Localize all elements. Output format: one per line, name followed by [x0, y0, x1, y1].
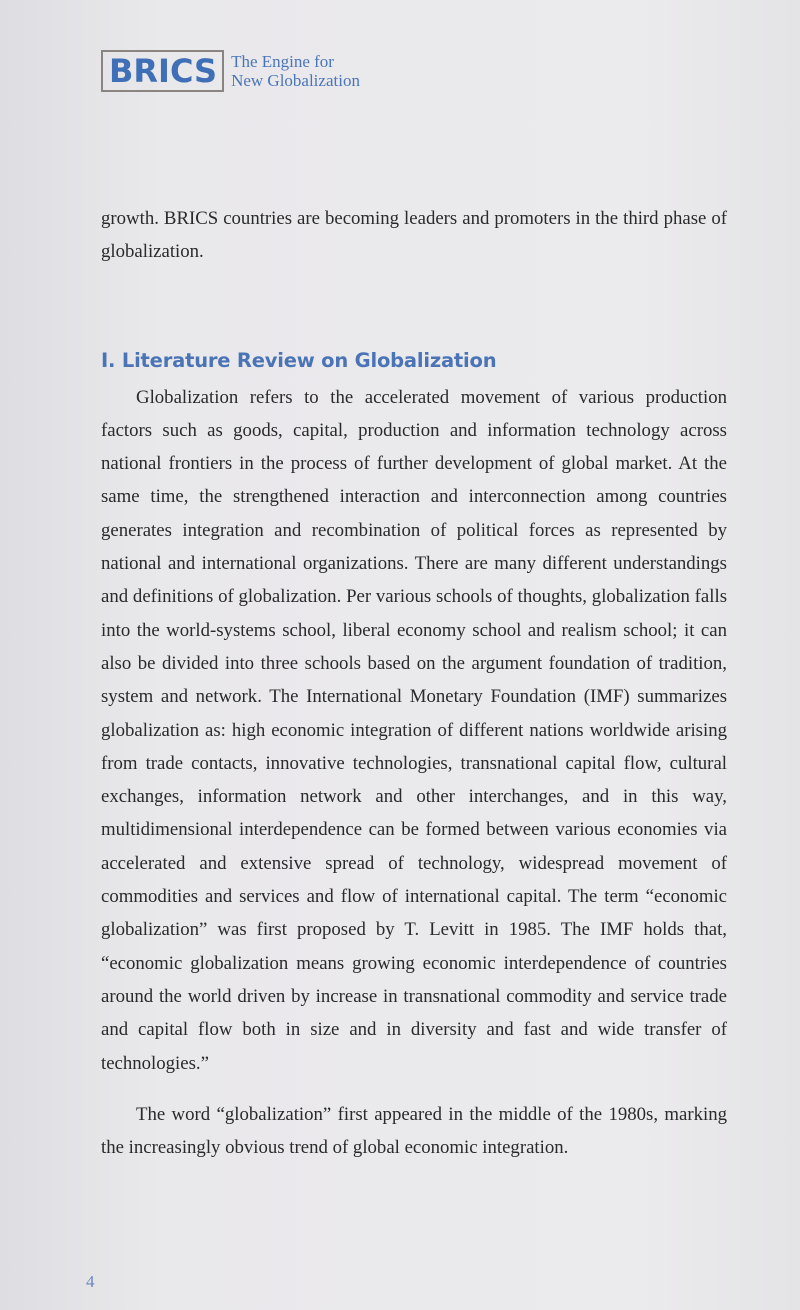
paragraph-word-origin: The word “globalization” first appeared in the middle of the 1980s, marking the increasingly obvious trend of global economic integration. [101, 1103, 727, 1159]
logo-text: BRICS [109, 52, 218, 90]
tagline-line-2: New Globalization [231, 71, 360, 90]
book-tagline [231, 50, 360, 92]
brics-logo [101, 50, 224, 92]
running-header [101, 50, 360, 92]
section-heading: I. Literature Review on Globalization [101, 348, 497, 372]
intro-paragraph: growth. BRICS countries are becoming leaders and promoters in the third phase of globalization. [101, 208, 727, 263]
page-number: 4 [86, 1272, 95, 1291]
page-body [101, 202, 727, 1164]
tagline-line-1: The Engine for [231, 52, 334, 71]
paragraph-gap [101, 1080, 727, 1098]
paragraph-globalization-definition: Globalization refers to the accelerated movement of various production factors such as goods, capital, production and information technology across national frontiers in the process of further development of global market. At the same time, the strengthened interaction and interconnection among countries generates integration and recombination of political forces as represented by national and international organizations. There are many different understandings and definitions of globalization. Per various schools of thoughts, globalization falls into the world-systems school, liberal economy school and realism school; it can also be divided into three schools based on the argument foundation of tradition, system and network. The International Monetary Foundation (IMF) summarizes globalization as: high economic integration of different nations worldwide arising from trade contacts, innovative technologies, transnational capital flow, cultural exchanges, information network and other interchanges, and in this way, multidimensional interdependence can be formed between various economies via accelerated and extensive spread of technology, widespread movement of commodities and services and flow of international capital. The term “economic globalization” was first proposed by T. Levitt in 1985. The IMF holds that, “economic globalization means growing economic interdependence of countries around the world driven by increase in transnational commodity and service trade and capital flow both in size and in diversity and fast and wide transfer of technologies.” [101, 386, 727, 1074]
